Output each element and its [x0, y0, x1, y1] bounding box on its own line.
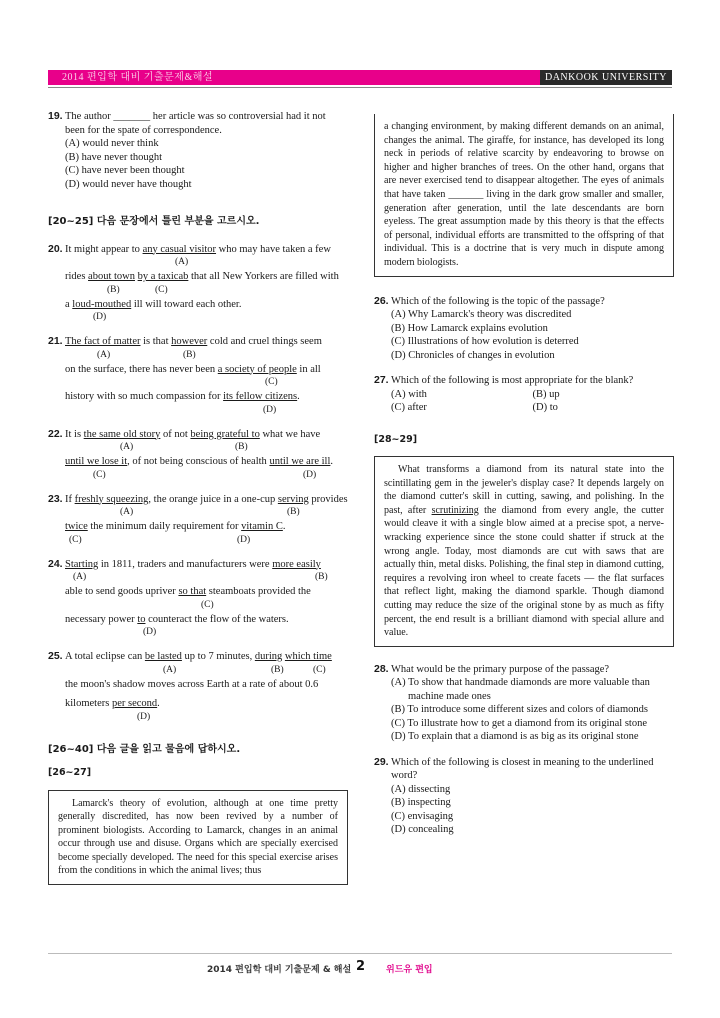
- option-c: (C) after: [391, 402, 427, 414]
- passage-diamond: What transforms a diamond from its natural state into the scintillating gem in the jeweler's display case? It depends largely on the diamond cutter's skill in cutting, sawing, and polishing. In the past, after scrutinizing the diamond from every angle, the cutter would cleave it with a single blow aimed at a precise spot, a nerve-wracking experience since the stone could shatter if struck at the wrong angle. Today, most diamonds are cut with saws that are actually thin, metal disks. Polishing, the final step in diamond cutting, requires a revolving iron wheel to create facets — the flat surfaces that reflect light, making the diamond sparkle. Though diamond cutting may reduce the size of the original stone by as much as fifty percent, the end result is a brilliant diamond with special allure and value.: [374, 456, 674, 647]
- question-26: 26. Which of the following is the topic of the passage? (A) Why Lamarck's theory was discredited (B) How Lamarck explains evolution (C) Illustrations of how evolution is deterred (D) Chronicles of changes in evolution: [374, 295, 674, 363]
- section-heading-26-40: [26~40] 다음 글을 읽고 물음에 답하시오.: [48, 743, 241, 755]
- question-23: 23. If freshly squeezing, the orange juice in a one-cup serving provides (A) (B) twice the minimum daily requirement for vitamin C. (C) (D): [48, 492, 348, 545]
- header-university: DANKOOK UNIVERSITY: [540, 70, 672, 85]
- option-b: (B) How Lamarck explains evolution: [391, 322, 548, 334]
- header-divider: [48, 87, 672, 88]
- option-c: (C) To illustrate how to get a diamond from its original stone: [391, 717, 647, 729]
- option-b: (B) inspecting: [391, 797, 451, 809]
- page-number: 2: [356, 959, 366, 974]
- option-a: (A) would never think: [65, 138, 159, 149]
- question-number: 22.: [48, 427, 63, 440]
- option-d: (D) would never have thought: [65, 178, 192, 190]
- option-d: (D) To explain that a diamond is as big as its original stone: [391, 731, 639, 743]
- question-number: 20.: [48, 242, 63, 255]
- option-b: (B) have never thought: [65, 151, 163, 163]
- option-c: (C) Illustrations of how evolution is deterred: [391, 336, 579, 348]
- question-27: 27. Which of the following is most appropriate for the blank? (A) with (B) up (C) after (D) to: [374, 374, 674, 415]
- question-number: 21.: [48, 335, 63, 347]
- question-28: 28. What would be the primary purpose of the passage? (A) To show that handmade diamonds are more valuable than machine made ones (B) To introduce some different sizes and colors of diamonds (C) To illustrate how to get a diamond from its original stone (D) To explain that a diamond is as big as its original stone: [374, 663, 674, 744]
- option-d: (D) Chronicles of changes in evolution: [391, 349, 555, 361]
- question-number: 28.: [374, 662, 389, 675]
- question-25: 25. A total eclipse can be lasted up to 7 minutes, during which time (A) (B) (C) the moon's shadow moves across Earth at a rate of about 0.6 kilometers per second. (D): [48, 650, 332, 722]
- question-number: 19.: [48, 110, 63, 122]
- question-19: 19. The author _______ her article was so controversial had it not been for the spate of correspondence. (A) would never think (B) have never thought (C) have never been thought (D) would never have thought: [48, 110, 348, 191]
- question-21: 21. The fact of matter is that however cold and cruel things seem (A) (B) on the surface, there has never been a society of people in all (C) history with so much compassion for its fellow citizens. (D): [48, 335, 322, 415]
- option-a: (A) To show that handmade diamonds are more valuable than: [391, 677, 650, 689]
- right-column: [374, 110, 674, 837]
- header-title: 2014 편입학 대비 기출문제&해설: [48, 70, 540, 85]
- section-heading-28-29: [28~29]: [374, 433, 418, 445]
- option-a: (A) with: [391, 388, 427, 400]
- question-number: 25.: [48, 650, 63, 662]
- option-b: (B) To introduce some different sizes and colors of diamonds: [391, 704, 648, 716]
- left-column: [48, 110, 348, 885]
- option-d: (D) to: [532, 402, 558, 414]
- option-a: (A) dissecting: [391, 783, 451, 795]
- question-number: 29.: [374, 755, 389, 768]
- question-20: 20. It might appear to any casual visitor who may have taken a few (A) rides about town by a taxicab that all New Yorkers are filled with (B) (C) a loud-mouthed ill will toward each other. (D): [48, 242, 339, 322]
- option-b: (B) up: [532, 388, 560, 400]
- option-c: (C) have never been thought: [65, 165, 185, 176]
- question-29: 29. Which of the following is closest in meaning to the underlined word? (A) dissecting (B) inspecting (C) envisaging (D) concealing: [374, 756, 674, 837]
- option-a: (A) Why Lamarck's theory was discredited: [391, 309, 572, 321]
- question-22: 22. It is the same old story of not being grateful to what we have (A) (B) until we lose it, of not being conscious of health until we are ill. (C) (D): [48, 427, 334, 480]
- section-heading-20-25: [20~25] 다음 문장에서 틀린 부분을 고르시오.: [48, 216, 260, 227]
- question-number: 24.: [48, 557, 63, 570]
- footer-brand: 위드유 편입: [386, 965, 433, 975]
- footer-divider: [48, 953, 672, 954]
- question-24: 24. Starting in 1811, traders and manufacturers were more easily (A) (B) able to send goods upriver so that steamboats provided the (C) necessary power to counteract the flow of the waters. (D): [48, 557, 328, 637]
- question-number: 23.: [48, 492, 63, 505]
- option-d: (D) concealing: [391, 824, 454, 836]
- question-number: 26.: [374, 294, 389, 307]
- question-number: 27.: [374, 374, 389, 387]
- option-c: (C) envisaging: [391, 810, 454, 822]
- section-heading-26-27: [26~27]: [48, 767, 92, 778]
- header-bar: [48, 70, 672, 85]
- footer-title: 2014 편입학 대비 기출문제 & 해설: [207, 965, 352, 975]
- passage-lamarck-part1: Lamarck's theory of evolution, although at one time pretty generally discredited, has now been revived by a number of prominent biologists. According to Lamarck, changes in an animal occur through use and disuse. Organs which are specially exercised become specially developed. The need for this special exercise arises from the conditions in which the animal lives; thus: [48, 790, 348, 886]
- passage-lamarck-part2: a changing environment, by making different demands on an animal, changes the animal. The giraffe, for instance, has developed its long neck in periods of relative scarcity by endeavoring to browse on higher and higher branches of trees. On the other hand, organs that are never exercised tend to disappear altogether. The eyes of animals that have taken _______ living in the dark grow smaller and smaller, generation after generation, until the late descendants are born eyeless. The great assumption made by this theory is that the effects of personal, individual efforts are transmitted to the offspring of that individual. This is a doctrine that is very much in dispute among modern biologists.: [374, 114, 674, 277]
